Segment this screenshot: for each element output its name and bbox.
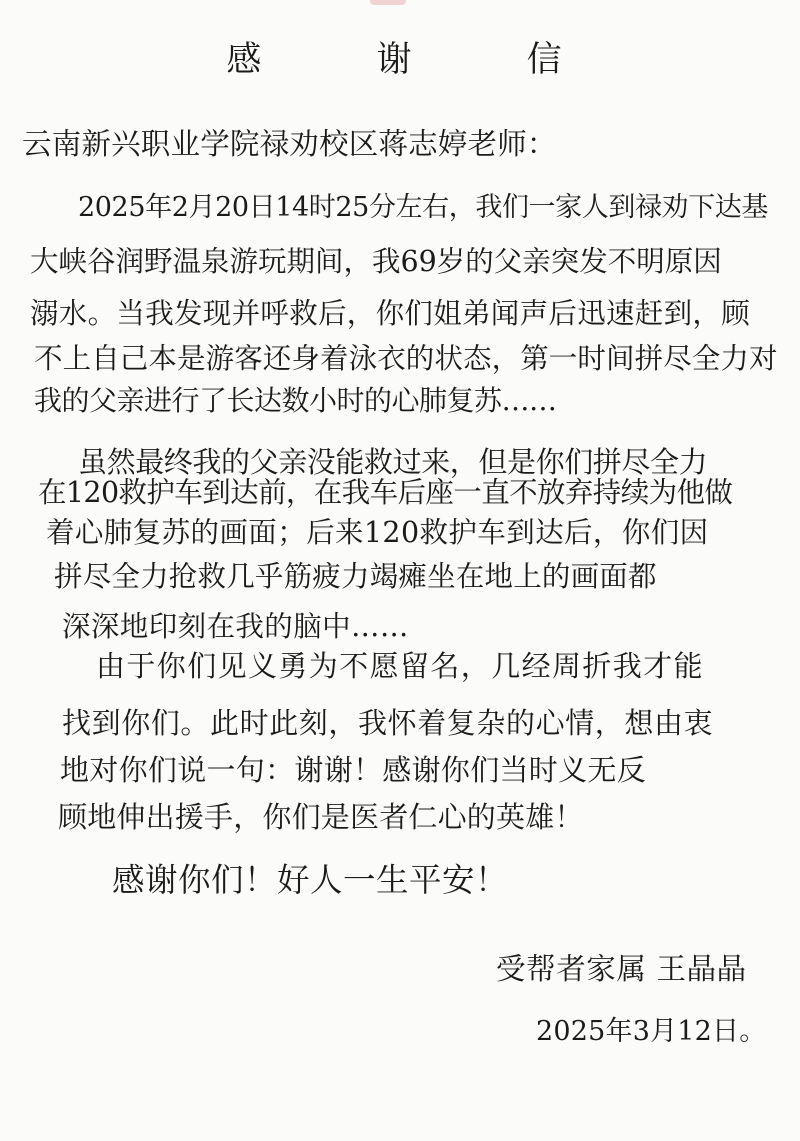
paragraph-3-line-4: 顾地伸出援手，你们是医者仁心的英雄！: [58, 800, 584, 834]
paragraph-1-line-4: 不上自己本是游客还身着泳衣的状态，第一时间拼尽全力对: [34, 342, 778, 375]
paragraph-1-line-5: 我的父亲进行了长达数小时的心肺复苏……: [34, 384, 557, 417]
paragraph-2-line-2: 在120救护车到达前，在我车后座一直不放弃持续为他做: [38, 476, 733, 509]
paragraph-2-line-5: 深深地印刻在我的脑中……: [62, 610, 409, 643]
paper-edge-mark: [370, 0, 406, 5]
paragraph-2-line-3: 着心肺复苏的画面；后来120救护车到达后，你们因: [46, 516, 709, 549]
letter-date: 2025年3月12日。: [536, 1016, 767, 1047]
salutation: 云南新兴职业学院禄劝校区蒋志婷老师：: [22, 127, 557, 161]
signature-line: 受帮者家属 王晶晶: [496, 952, 747, 986]
paragraph-3-line-3: 地对你们说一句：谢谢！感谢你们当时义无反: [60, 753, 647, 787]
paragraph-2-line-4: 拼尽全力抢救几乎筋疲力竭瘫坐在地上的画面都: [54, 560, 657, 593]
paragraph-1-line-1: 2025年2月20日14时25分左右，我们一家人到禄劝下达基: [78, 192, 768, 223]
paragraph-3-line-2: 找到你们。此时此刻，我怀着复杂的心情，想由衷: [62, 706, 714, 740]
paragraph-3-line-1: 由于你们见义勇为不愿留名，几经周折我才能: [96, 649, 705, 683]
paragraph-2-line-1: 虽然最终我的父亲没能救过来，但是你们拼尽全力: [78, 445, 708, 479]
letter-title: 感 谢 信: [226, 40, 614, 80]
closing-line: 感谢你们！好人一生平安！: [112, 861, 509, 899]
paragraph-1-line-2: 大峡谷润野温泉游玩期间，我69岁的父亲突发不明原因: [30, 245, 722, 278]
paragraph-1-line-3: 溺水。当我发现并呼救后，你们姐弟闻声后迅速赶到，顾: [30, 297, 751, 330]
